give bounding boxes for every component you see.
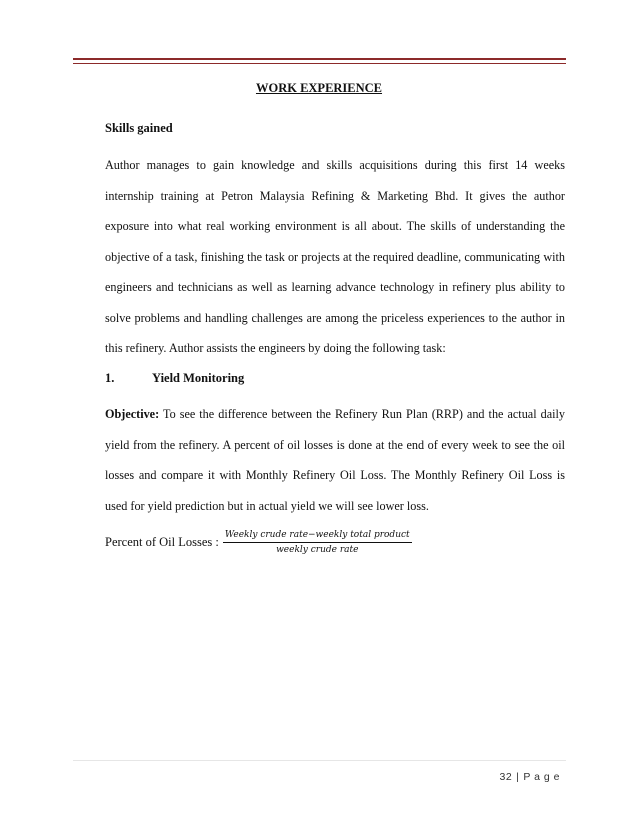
- objective-paragraph: [105, 399, 565, 521]
- skills-heading: Skills gained: [105, 121, 173, 135]
- formula-fraction: [223, 530, 412, 555]
- header-rule-thin: [73, 63, 566, 64]
- page-label: P a g e: [523, 771, 560, 783]
- footer-rule: [73, 760, 566, 761]
- footer-separator: |: [516, 771, 520, 783]
- page-number: 32: [499, 771, 513, 783]
- formula-denominator: weekly crude rate: [276, 545, 359, 555]
- section-title: Yield Monitoring: [152, 371, 245, 385]
- objective-text: To see the difference between the Refinery Run Plan (RRP) and the actual daily yield from the refinery. A percent of oil losses is done at the end of every week to see the oil losses and compare it with Monthly Refinery Oil Loss. The Monthly Refinery Oil Loss is used for yield prediction but in actual yield we will see lower loss.: [105, 407, 565, 513]
- section-number: 1.: [105, 371, 115, 385]
- page-title: WORK EXPERIENCE: [255, 81, 383, 95]
- header-rule-thick: [73, 58, 566, 60]
- section-heading-yield-monitoring: [105, 371, 244, 386]
- page-footer: [499, 771, 560, 783]
- skills-paragraph: Author manages to gain knowledge and skills acquisitions during this first 14 weeks internship training at Petron Malaysia Refining & Marketing Bhd. It gives the author exposure into what real working environment is all about. The skills of understanding the objective of a task, finishing the task or projects at the required deadline, communicating with engineers and technicians as well as learning advance technology in refinery plus ability to solve problems and handling challenges are among the priceless experiences to the author in this refinery. Author assists the engineers by doing the following task:: [105, 158, 565, 355]
- oil-loss-formula: [105, 530, 412, 555]
- formula-label: Percent of Oil Losses :: [105, 535, 219, 549]
- objective-label: Objective:: [105, 407, 160, 421]
- formula-numerator: Weekly crude rate−weekly total product: [223, 530, 412, 543]
